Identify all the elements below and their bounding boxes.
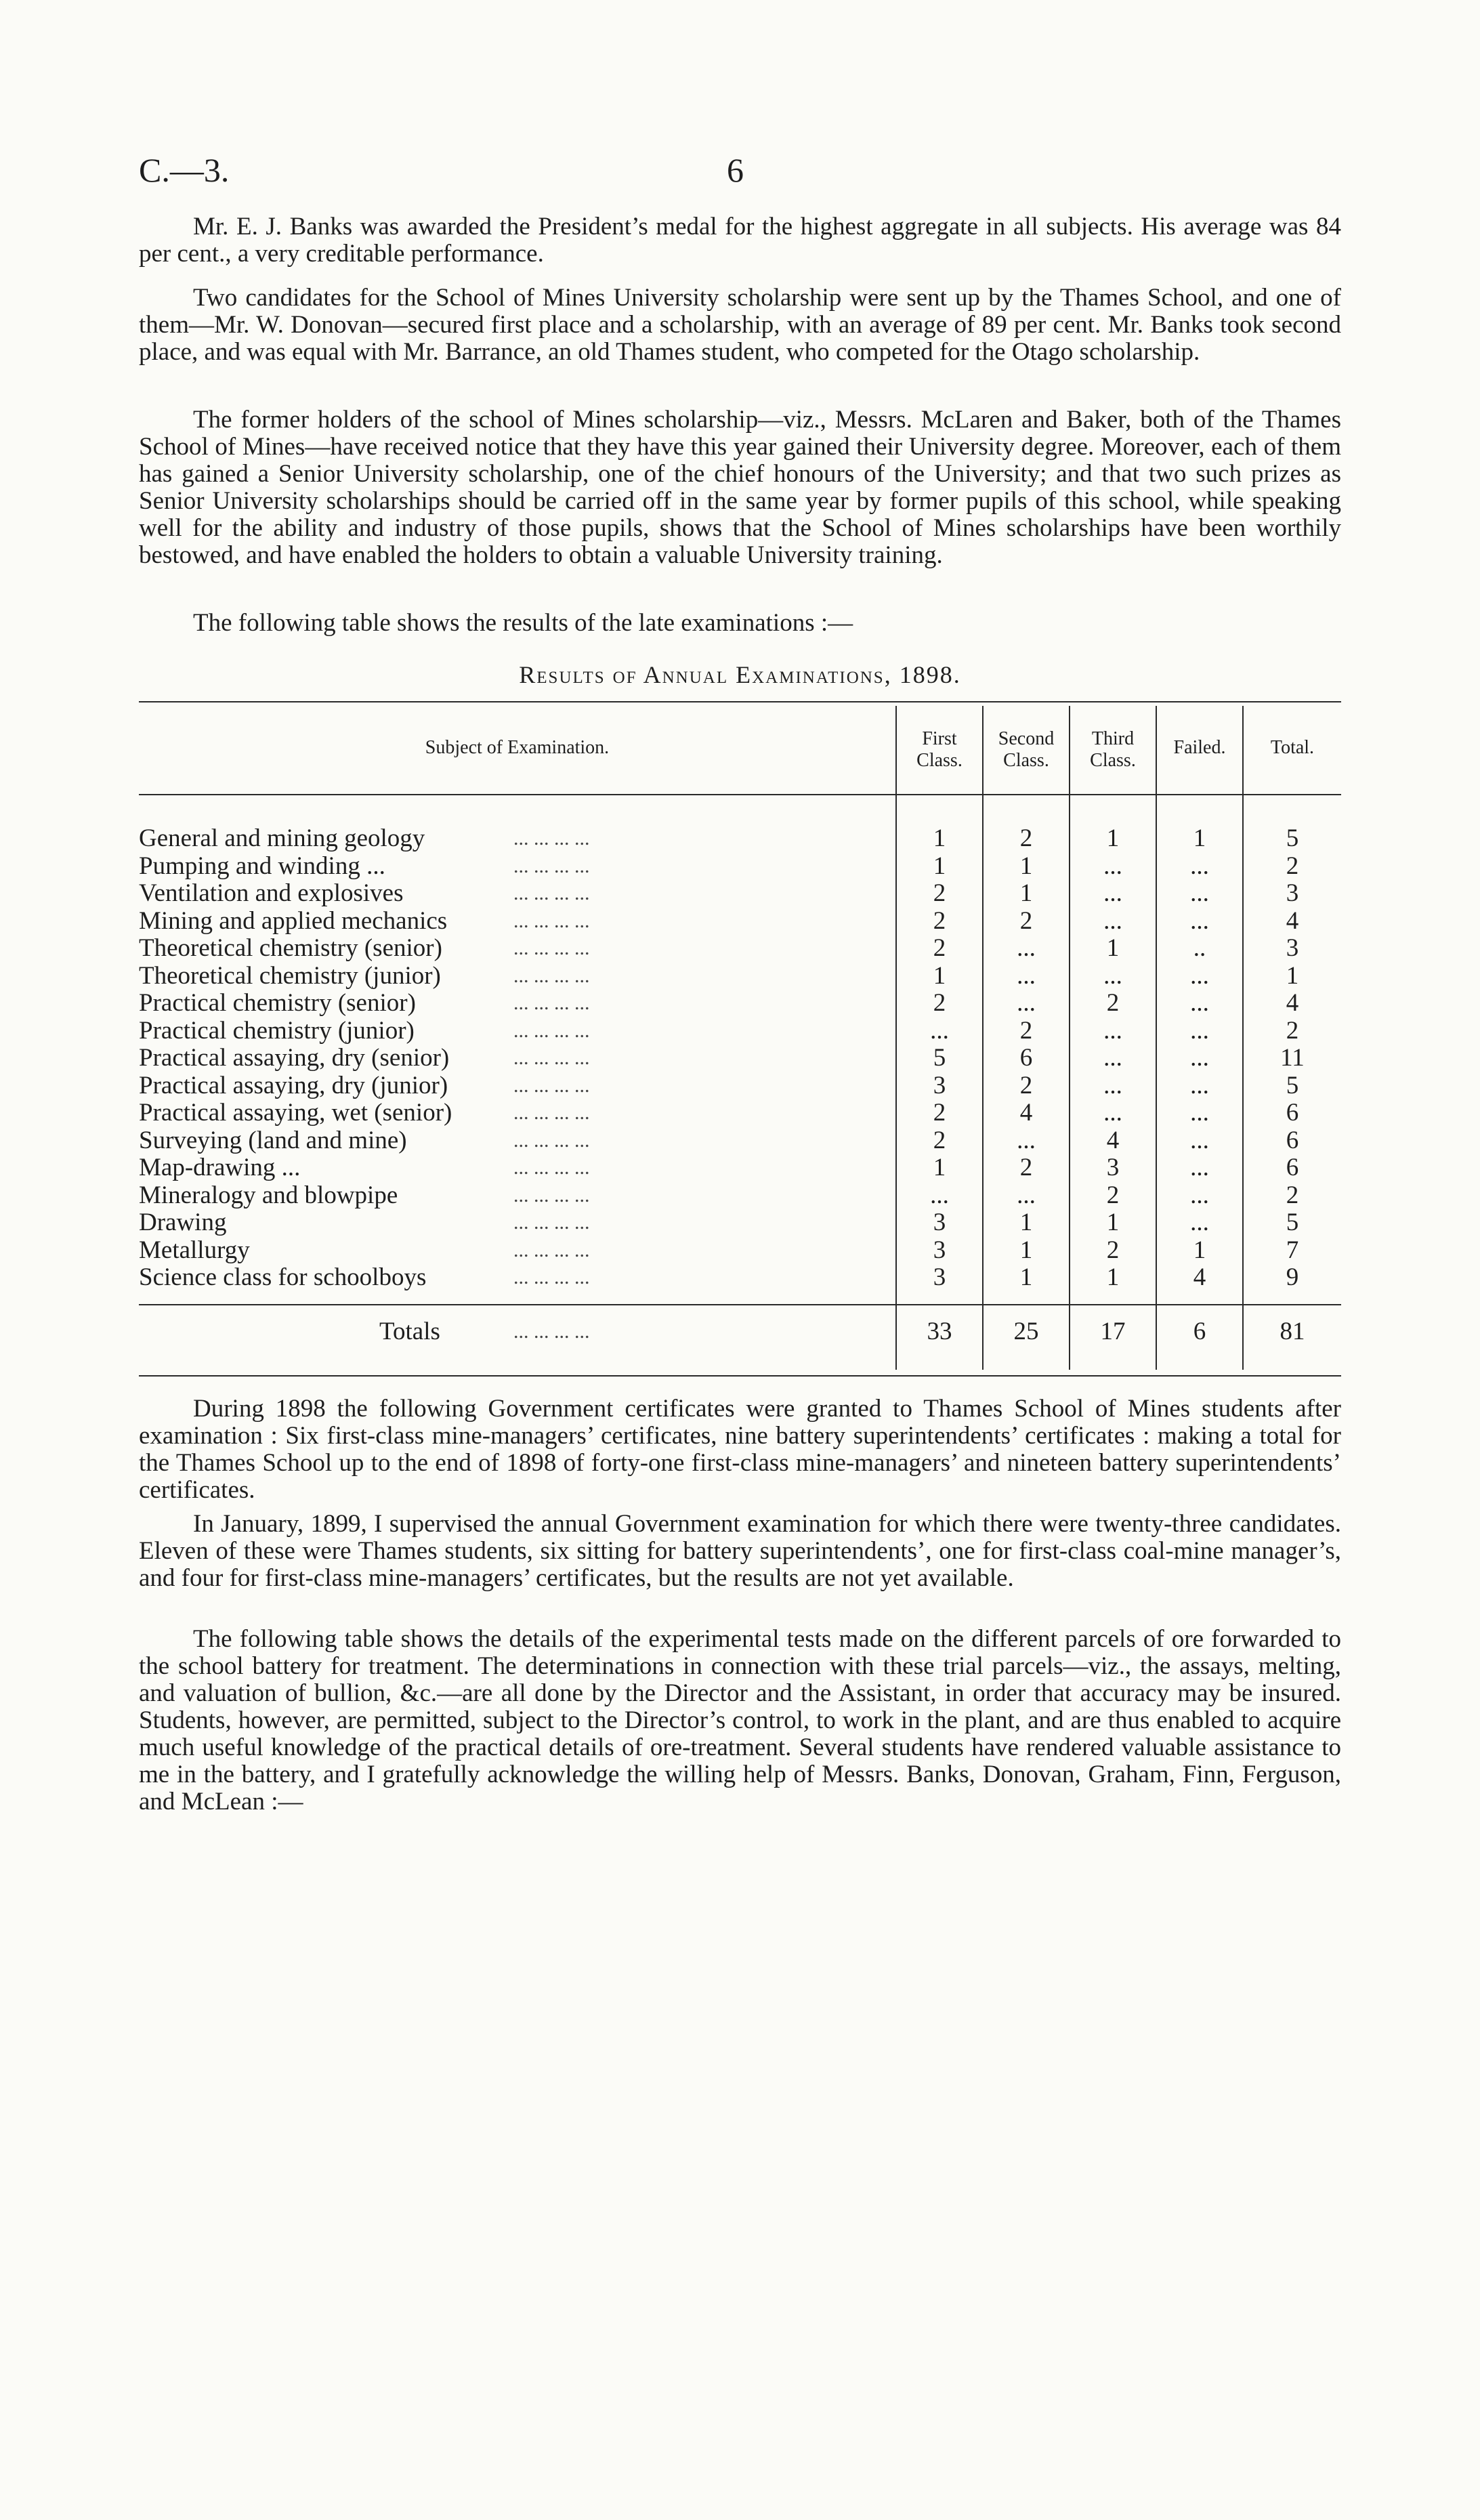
row-failed-cell: ... [1190, 879, 1209, 907]
row-third-cell: ... [1103, 852, 1122, 880]
row-third-cell: 2 [1106, 1236, 1120, 1264]
row-total-cell: 5 [1286, 824, 1299, 852]
paragraph-banks-medal: Mr. E. J. Banks was awarded the President’s medal for the highest aggregate in all subjects. His average was 84 per cent., a very creditable performance. [139, 213, 1341, 268]
paragraph-scholarship-candidates: Two candidates for the School of Mines University scholarship were sent up by the Thames School, and one of them—Mr. W. Donovan—secured first place and a scholarship, with an average of 89 per cent. Mr. Banks took second place, and was equal with Mr. Barrance, an old Thames student, who competed for the Otago scholarship. [139, 284, 1341, 366]
totals-first: 33 [927, 1318, 952, 1345]
row-total-cell: 6 [1286, 1099, 1299, 1127]
leader-dots: ... ... ... ... [513, 1266, 590, 1288]
row-total-cell: 6 [1286, 1127, 1299, 1154]
paragraph-january-examination: In January, 1899, I supervised the annual Government examination for which there were twenty-three candidates. Eleven of these were Thames students, six sitting for battery superintendents’, one for first-class coal-mine manager’s, and four for first-class mine-managers’ certificates, but the results are not yet available. [139, 1510, 1341, 1592]
row-subject: Map-drawing ... [139, 1154, 301, 1181]
row-total-cell: 5 [1286, 1209, 1299, 1236]
row-second-cell: 1 [1019, 852, 1033, 880]
leader-dots: ... ... ... ... [513, 1047, 590, 1069]
row-second-cell: 4 [1019, 1099, 1033, 1127]
row-third-cell: ... [1103, 962, 1122, 990]
row-first-cell: 3 [933, 1263, 946, 1291]
page-reference: C.—3. [139, 151, 230, 189]
row-total-cell: 2 [1286, 852, 1299, 880]
row-total-cell: 5 [1286, 1072, 1299, 1099]
row-second-cell: ... [1017, 934, 1036, 962]
row-third-cell: ... [1103, 1017, 1122, 1045]
leader-dots: ... ... ... ... [513, 1320, 590, 1343]
row-subject: Mining and applied mechanics [139, 907, 448, 935]
row-total-cell: 4 [1286, 907, 1299, 935]
leader-dots: ... ... ... ... [513, 910, 590, 932]
row-failed-cell: ... [1190, 1209, 1209, 1236]
row-first-cell: 3 [933, 1072, 946, 1099]
row-first-cell: 1 [933, 962, 946, 990]
leader-dots: ... ... ... ... [513, 827, 590, 849]
leader-dots: ... ... ... ... [513, 1239, 590, 1261]
row-first-cell: 2 [933, 989, 946, 1017]
row-subject: Pumping and winding ... [139, 852, 385, 880]
row-total-cell: 2 [1286, 1181, 1299, 1209]
row-subject: Mineralogy and blowpipe [139, 1181, 398, 1209]
row-failed-cell: ... [1190, 1154, 1209, 1181]
row-subject: Practical assaying, dry (senior) [139, 1044, 450, 1072]
row-failed-cell: ... [1190, 1181, 1209, 1209]
row-first-cell: 2 [933, 879, 946, 907]
row-first-cell: 5 [933, 1044, 946, 1072]
leader-dots: ... ... ... ... [513, 1211, 590, 1234]
row-second-cell: ... [1017, 1181, 1036, 1209]
row-third-cell: 1 [1106, 1209, 1120, 1236]
row-subject: Theoretical chemistry (junior) [139, 962, 441, 990]
row-failed-cell: 1 [1193, 1236, 1206, 1264]
row-third-cell: ... [1103, 879, 1122, 907]
row-failed-cell: .. [1193, 934, 1206, 962]
row-second-cell: 1 [1019, 879, 1033, 907]
row-third-cell: ... [1103, 1072, 1122, 1099]
row-first-cell: 2 [933, 907, 946, 935]
column-header-first: First Class. [916, 728, 963, 771]
table-bottom-rule [139, 1375, 1341, 1377]
leader-dots: ... ... ... ... [513, 1156, 590, 1179]
table-caption: Results of Annual Examinations, 1898. [519, 661, 961, 688]
row-first-cell: 2 [933, 1099, 946, 1127]
row-second-cell: 2 [1019, 1154, 1033, 1181]
row-failed-cell: 4 [1193, 1263, 1206, 1291]
row-total-cell: 7 [1286, 1236, 1299, 1264]
row-second-cell: ... [1017, 989, 1036, 1017]
totals-label: Totals [379, 1318, 440, 1345]
page-number: 6 [727, 151, 744, 189]
leader-dots: ... ... ... ... [513, 855, 590, 877]
row-second-cell: ... [1017, 962, 1036, 990]
row-failed-cell: 1 [1193, 824, 1206, 852]
row-second-cell: 1 [1019, 1209, 1033, 1236]
row-third-cell: 1 [1106, 934, 1120, 962]
row-subject: Drawing [139, 1209, 227, 1236]
row-total-cell: 4 [1286, 989, 1299, 1017]
row-second-cell: 1 [1019, 1263, 1033, 1291]
row-first-cell: 3 [933, 1209, 946, 1236]
row-failed-cell: ... [1190, 907, 1209, 935]
table-header-rule [139, 794, 1341, 795]
row-third-cell: 2 [1106, 1181, 1120, 1209]
totals-failed: 6 [1193, 1318, 1206, 1345]
paragraph-certificates: During 1898 the following Government certificates were granted to Thames School of Mines students after examination : Six first-class mine-managers’ certificates, nine battery superintendents’ certificates : making a total for the Thames School up to the end of 1898 of forty-one first-class mine-managers’ and nineteen battery superintendents’ certificates. [139, 1395, 1341, 1504]
column-header-subject: Subject of Examination. [425, 737, 610, 758]
row-subject: Practical chemistry (junior) [139, 1017, 415, 1045]
paragraph-table-intro: The following table shows the results of the late examinations :— [193, 609, 853, 637]
row-total-cell: 3 [1286, 879, 1299, 907]
row-first-cell: ... [930, 1181, 949, 1209]
row-first-cell: 3 [933, 1236, 946, 1264]
row-second-cell: ... [1017, 1127, 1036, 1154]
leader-dots: ... ... ... ... [513, 992, 590, 1014]
row-first-cell: 1 [933, 824, 946, 852]
row-total-cell: 2 [1286, 1017, 1299, 1045]
row-total-cell: 6 [1286, 1154, 1299, 1181]
row-third-cell: ... [1103, 1099, 1122, 1127]
row-third-cell: 2 [1106, 989, 1120, 1017]
row-second-cell: 2 [1019, 907, 1033, 935]
row-first-cell: 1 [933, 1154, 946, 1181]
column-header-second: Second Class. [998, 728, 1055, 771]
row-subject: Practical chemistry (senior) [139, 989, 416, 1017]
leader-dots: ... ... ... ... [513, 937, 590, 959]
row-failed-cell: ... [1190, 989, 1209, 1017]
column-header-third: Third Class. [1090, 728, 1136, 771]
row-failed-cell: ... [1190, 1072, 1209, 1099]
row-failed-cell: ... [1190, 1127, 1209, 1154]
row-first-cell: 2 [933, 934, 946, 962]
row-failed-cell: ... [1190, 1044, 1209, 1072]
row-failed-cell: ... [1190, 1017, 1209, 1045]
row-total-cell: 3 [1286, 934, 1299, 962]
row-second-cell: 1 [1019, 1236, 1033, 1264]
row-subject: General and mining geology [139, 824, 425, 852]
row-total-cell: 9 [1286, 1263, 1299, 1291]
row-total-cell: 11 [1280, 1044, 1305, 1072]
leader-dots: ... ... ... ... [513, 965, 590, 987]
row-subject: Theoretical chemistry (senior) [139, 934, 442, 962]
row-failed-cell: ... [1190, 1099, 1209, 1127]
row-second-cell: 2 [1019, 824, 1033, 852]
row-subject: Practical assaying, wet (senior) [139, 1099, 452, 1127]
row-subject: Ventilation and explosives [139, 879, 404, 907]
leader-dots: ... ... ... ... [513, 1101, 590, 1124]
row-first-cell: 2 [933, 1127, 946, 1154]
row-subject: Practical assaying, dry (junior) [139, 1072, 448, 1099]
leader-dots: ... ... ... ... [513, 1074, 590, 1097]
row-third-cell: ... [1103, 907, 1122, 935]
paragraph-former-holders: The former holders of the school of Mines scholarship—viz., Messrs. McLaren and Baker, both of the Thames School of Mines—have received notice that they have this year gained their University degree. Moreover, each of them has gained a Senior University scholarship, one of the chief honours of the University; and that two such prizes as Senior University scholarships should be carried off in the same year by former pupils of this school, while speaking well for the ability and industry of those pupils, shows that the School of Mines scholarships have been worthily bestowed, and have enabled the holders to obtain a valuable University training. [139, 406, 1341, 569]
column-header-total: Total. [1270, 737, 1315, 758]
table-top-rule [139, 701, 1341, 702]
totals-third: 17 [1100, 1318, 1126, 1345]
row-subject: Metallurgy [139, 1236, 250, 1264]
leader-dots: ... ... ... ... [513, 882, 590, 904]
row-subject: Surveying (land and mine) [139, 1127, 407, 1154]
leader-dots: ... ... ... ... [513, 1020, 590, 1042]
row-second-cell: 2 [1019, 1017, 1033, 1045]
row-third-cell: 1 [1106, 1263, 1120, 1291]
row-second-cell: 2 [1019, 1072, 1033, 1099]
row-failed-cell: ... [1190, 962, 1209, 990]
row-third-cell: ... [1103, 1044, 1122, 1072]
row-second-cell: 6 [1019, 1044, 1033, 1072]
paragraph-experimental-tests: The following table shows the details of the experimental tests made on the different parcels of ore forwarded to the school battery for treatment. The determinations in connection with these trial parcels—viz., the assays, melting, and valuation of bullion, &c.—are all done by the Director and the Assistant, in order that accuracy may be insured. Students, however, are permitted, subject to the Director’s control, to work in the plant, and are thus enabled to acquire much useful knowledge of the practical details of ore-treatment. Several students have rendered valuable assistance to me in the battery, and I gratefully acknowledge the willing help of Messrs. Banks, Donovan, Graham, Finn, Ferguson, and McLean :— [139, 1625, 1341, 1815]
totals-total: 81 [1280, 1318, 1305, 1345]
row-third-cell: 1 [1106, 824, 1120, 852]
column-header-failed: Failed. [1173, 737, 1226, 758]
row-total-cell: 1 [1286, 962, 1299, 990]
row-third-cell: 3 [1106, 1154, 1120, 1181]
totals-second: 25 [1013, 1318, 1039, 1345]
row-subject: Science class for schoolboys [139, 1263, 427, 1291]
row-first-cell: ... [930, 1017, 949, 1045]
row-third-cell: 4 [1106, 1127, 1120, 1154]
leader-dots: ... ... ... ... [513, 1184, 590, 1206]
leader-dots: ... ... ... ... [513, 1129, 590, 1152]
totals-rule [139, 1304, 1341, 1305]
row-failed-cell: ... [1190, 852, 1209, 880]
row-first-cell: 1 [933, 852, 946, 880]
